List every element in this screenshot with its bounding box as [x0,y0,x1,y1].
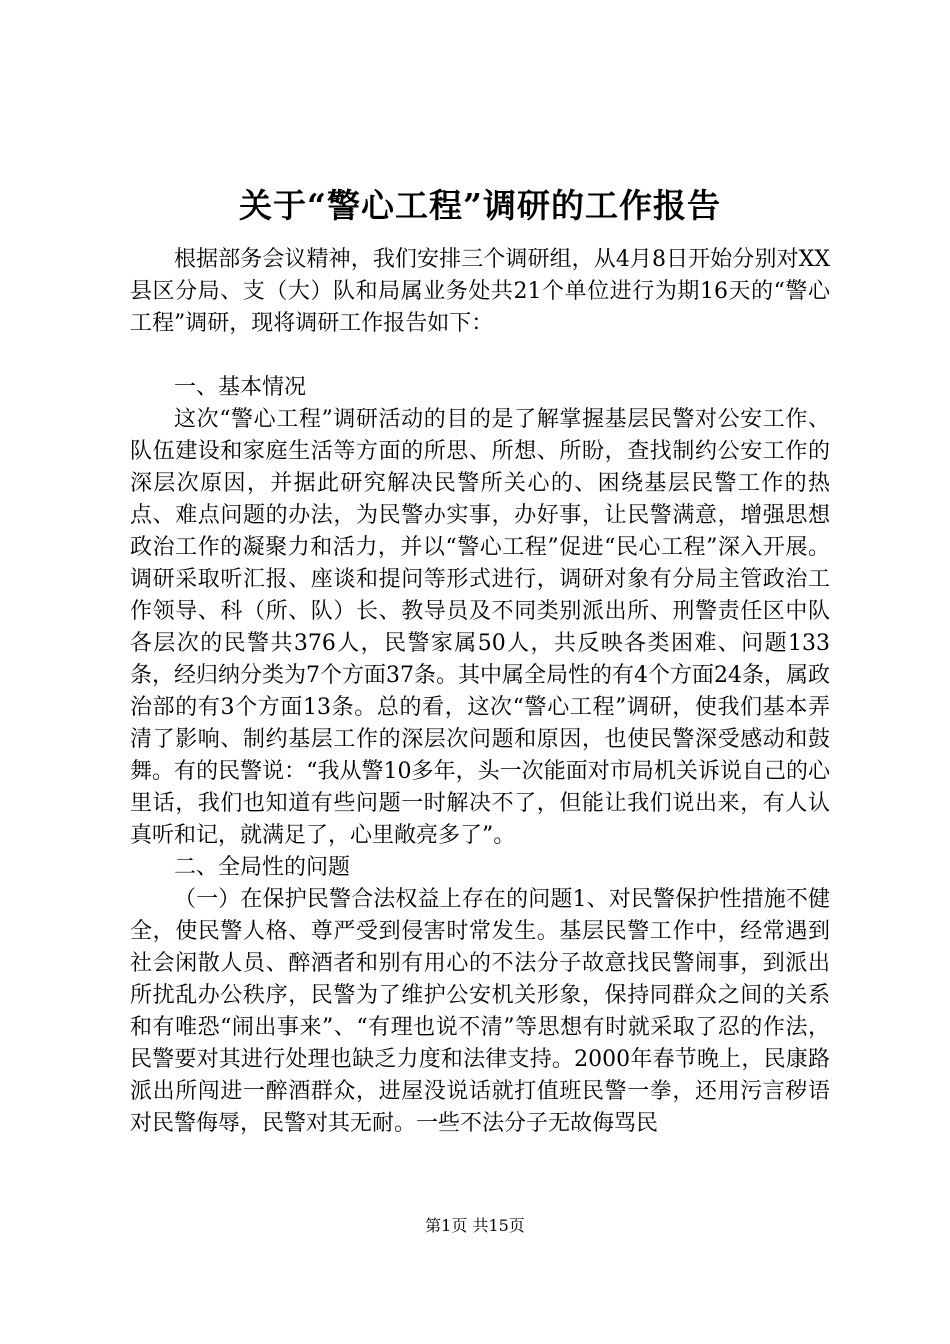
document-title: 关于“警心工程”调研的工作报告 [239,186,721,225]
page-footer: 第1页 共15页 [425,1216,525,1235]
section-body-basic-situation: 这次“警心工程”调研活动的目的是了解掌握基层民警对公安工作、队伍建设和家庭生活等方面的所思、所想、所盼，查找制约公安工作的深层次原因，并据此研究解决民警所关心的、困绕基层民警工作的热点、难点问题的办法，为民警办实事，办好事，让民警满意，增强思想政治工作的凝聚力和活力，并以“警心工程”促进“民心工程”深入开展。调研采取听汇报、座谈和提问等形式进行，调研对象有分局主管政治工作领导、科（所、队）长、教导员及不同类别派出所、刑警责任区中队各层次的民警共376人，民警家属50人，共反映各类困难、问题133条，经归纳分类为7个方面37条。其中属全局性的有4个方面24条，属政治部的有3个方面13条。总的看，这次“警心工程”调研，使我们基本弄清了影响、制约基层工作的深层次问题和原因，也使民警深受感动和鼓舞。有的民警说：“我从警10多年，头一次能面对市局机关诉说自己的心里话，我们也知道有些问题一时解决不了，但能让我们说出来，有人认真听和记，就满足了，心里敞亮多了”。 [130,407,830,848]
section-heading-overall-issues: 二、全局性的问题 [174,855,351,880]
section-body-overall-issues: （一）在保护民警合法权益上存在的问题1、对民警保护性措施不健全，使民警人格、尊严受到侵害时常发生。基层民警工作中，经常遇到社会闲散人员、醉酒者和别有用心的不法分子故意找民警闹事，到派出所扰乱办公秩序，民警为了维护公安机关形象，保持同群众之间的关系和有唯恐“闹出事来”、“有理也说不清”等思想有时就采取了忍的作法，民警要对其进行处理也缺乏力度和法律支持。2000年春节晚上，民康路派出所闯进一醉酒群众，进屋没说话就打值班民警一拳，还用污言秽语对民警侮辱，民警对其无耐。一些不法分子无故侮骂民 [130,887,830,1136]
intro-paragraph: 根据部务会议精神，我们安排三个调研组，从4月8日开始分别对XX县区分局、支（大）队和局属业务处共21个单位进行为期16天的“警心工程”调研，现将调研工作报告如下： [130,247,830,336]
section-heading-basic-situation: 一、基本情况 [174,375,307,400]
document-page [130,180,830,1140]
